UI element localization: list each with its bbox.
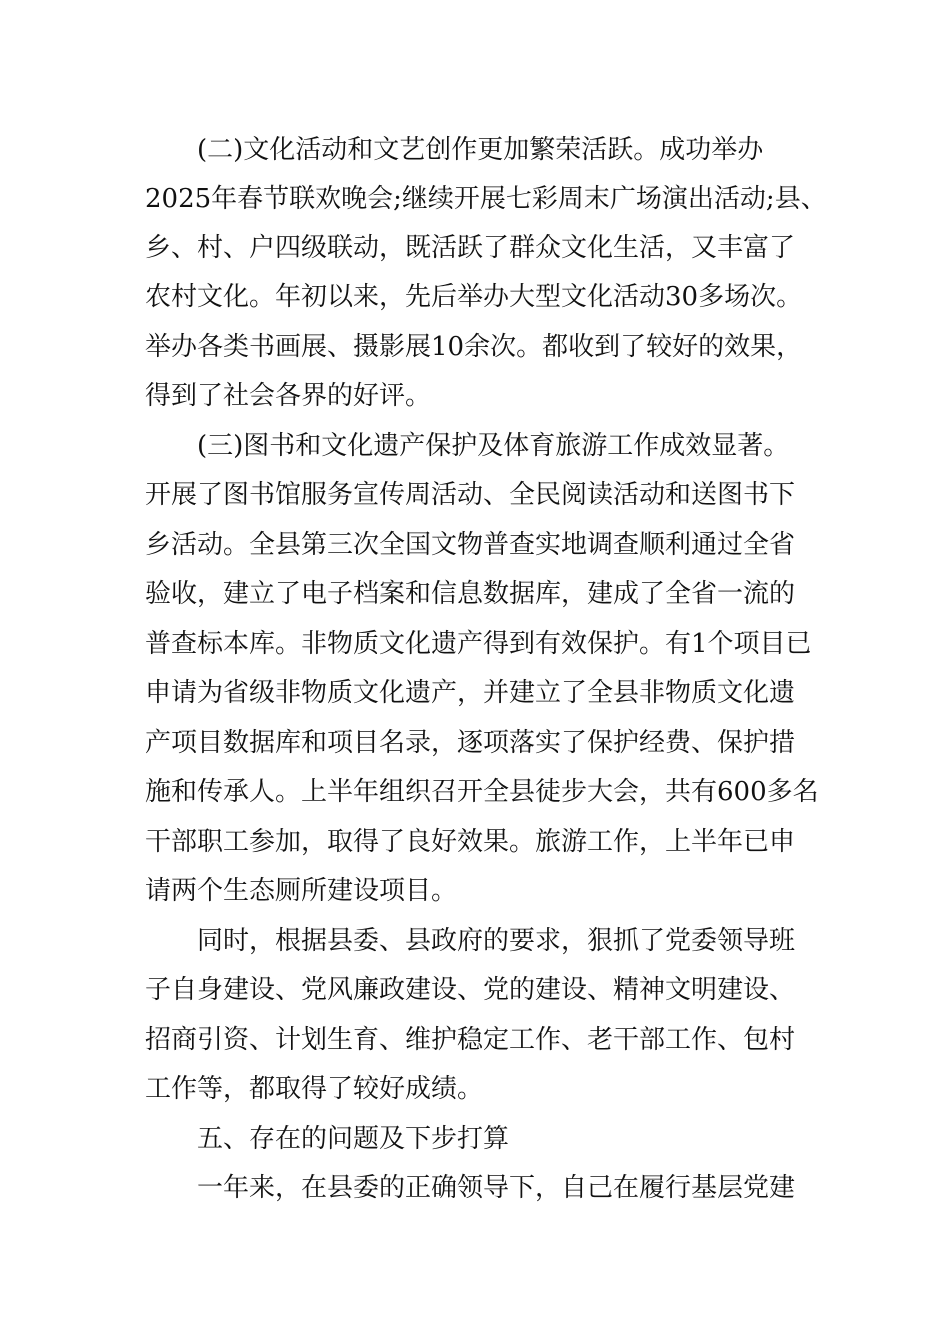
paragraph-start-line: 同时，根据县委、县政府的要求，狠抓了党委领导班 [197,926,796,956]
text-line: 施和传承人。上半年组织召开全县徒步大会，共有600多名 [145,777,819,807]
text-line: 申请为省级非物质文化遗产，并建立了全县非物质文化遗 [145,678,796,708]
text-line: 工作等，都取得了较好成绩。 [145,1074,484,1104]
section-5-heading: 五、存在的问题及下步打算 [197,1124,510,1154]
text-line: 子自身建设、党风廉政建设、党的建设、精神文明建设、 [145,975,796,1005]
text-line: 乡、村、户四级联动，既活跃了群众文化生活，又丰富了 [145,233,796,263]
text-line: 2025年春节联欢晚会;继续开展七彩周末广场演出活动;县、 [145,184,827,214]
section-3-heading-line: (三)图书和文化遗产保护及体育旅游工作成效显著。 [197,431,790,461]
text-line: 得到了社会各界的好评。 [145,381,432,411]
text-line: 开展了图书馆服务宣传周活动、全民阅读活动和送图书下 [145,480,796,510]
text-line: 招商引资、计划生育、维护稳定工作、老干部工作、包村 [145,1025,796,1055]
text-line: 验收，建立了电子档案和信息数据库，建成了全省一流的 [145,579,796,609]
text-line: 干部职工参加，取得了良好效果。旅游工作，上半年已申 [145,827,796,857]
text-line: 乡活动。全县第三次全国文物普查实地调查顺利通过全省 [145,530,796,560]
section-2-heading-line: (二)文化活动和文艺创作更加繁荣活跃。成功举办 [197,135,764,165]
paragraph-start-line: 一年来，在县委的正确领导下，自己在履行基层党建 [197,1173,796,1203]
text-line: 农村文化。年初以来，先后举办大型文化活动30多场次。 [145,282,803,312]
text-line: 普查标本库。非物质文化遗产得到有效保护。有1个项目已 [145,629,812,659]
text-line: 举办各类书画展、摄影展10余次。都收到了较好的效果， [145,332,803,362]
text-line: 产项目数据库和项目名录，逐项落实了保护经费、保护措 [145,728,796,758]
text-line: 请两个生态厕所建设项目。 [145,876,458,906]
